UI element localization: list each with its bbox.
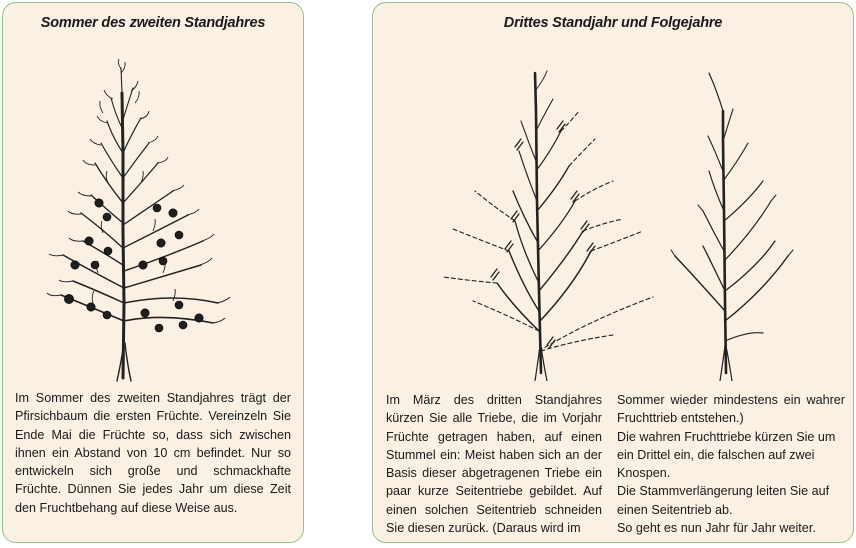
summer-instructions-text: Im Sommer des zweiten Standjahres trägt der Pfirsichbaum die ersten Früchte. Vereinzeln Sie Ende Mai die Früchte so, dass sich zwischen ihnen ein Abstand von 10 cm befindet. Nur so entwickeln sich große und schmackhafte Früchte. Dünnen Sie jedes Jahr um diese Zeit den Fruchtbehang auf diese Weise aus. [15, 391, 291, 515]
panel-title: Drittes Standjahr und Folgejahre [503, 15, 723, 31]
pruning-text-column-2: Sommer wieder mindestens ein wahrer Fruchttrieb entstehen.) Die wahren Fruchttriebe kürzen Sie um ein Drittel ein, die falschen auf zwei Knospen. Die Stammverlängerung leiten Sie auf einen Seitentrieb ab. So geht es nun Jahr für Jahr weiter. [617, 393, 845, 536]
panel-title: Sommer des zweiten Standjahres [40, 15, 266, 31]
pruning-diagram-tree-before-illustration [413, 51, 673, 381]
panel-third-year-and-following [372, 2, 854, 543]
pruning-diagram-tree-after-illustration [663, 51, 833, 381]
panel-summer-second-year [2, 2, 304, 543]
pruning-text-column-1: Im März des dritten Standjahres kürzen Sie alle Triebe, die im Vorjahr Früchte getragen haben, auf einen Stummel ein: Meist haben sich an der Basis dieser abgetragenen Triebe ein paar kurze Seitentriebe gebildet. Auf einen solchen Seitentrieb schneiden Sie diesen zurück. (Daraus wird im [386, 393, 602, 536]
peach-tree-with-fruits-illustration [3, 3, 303, 383]
